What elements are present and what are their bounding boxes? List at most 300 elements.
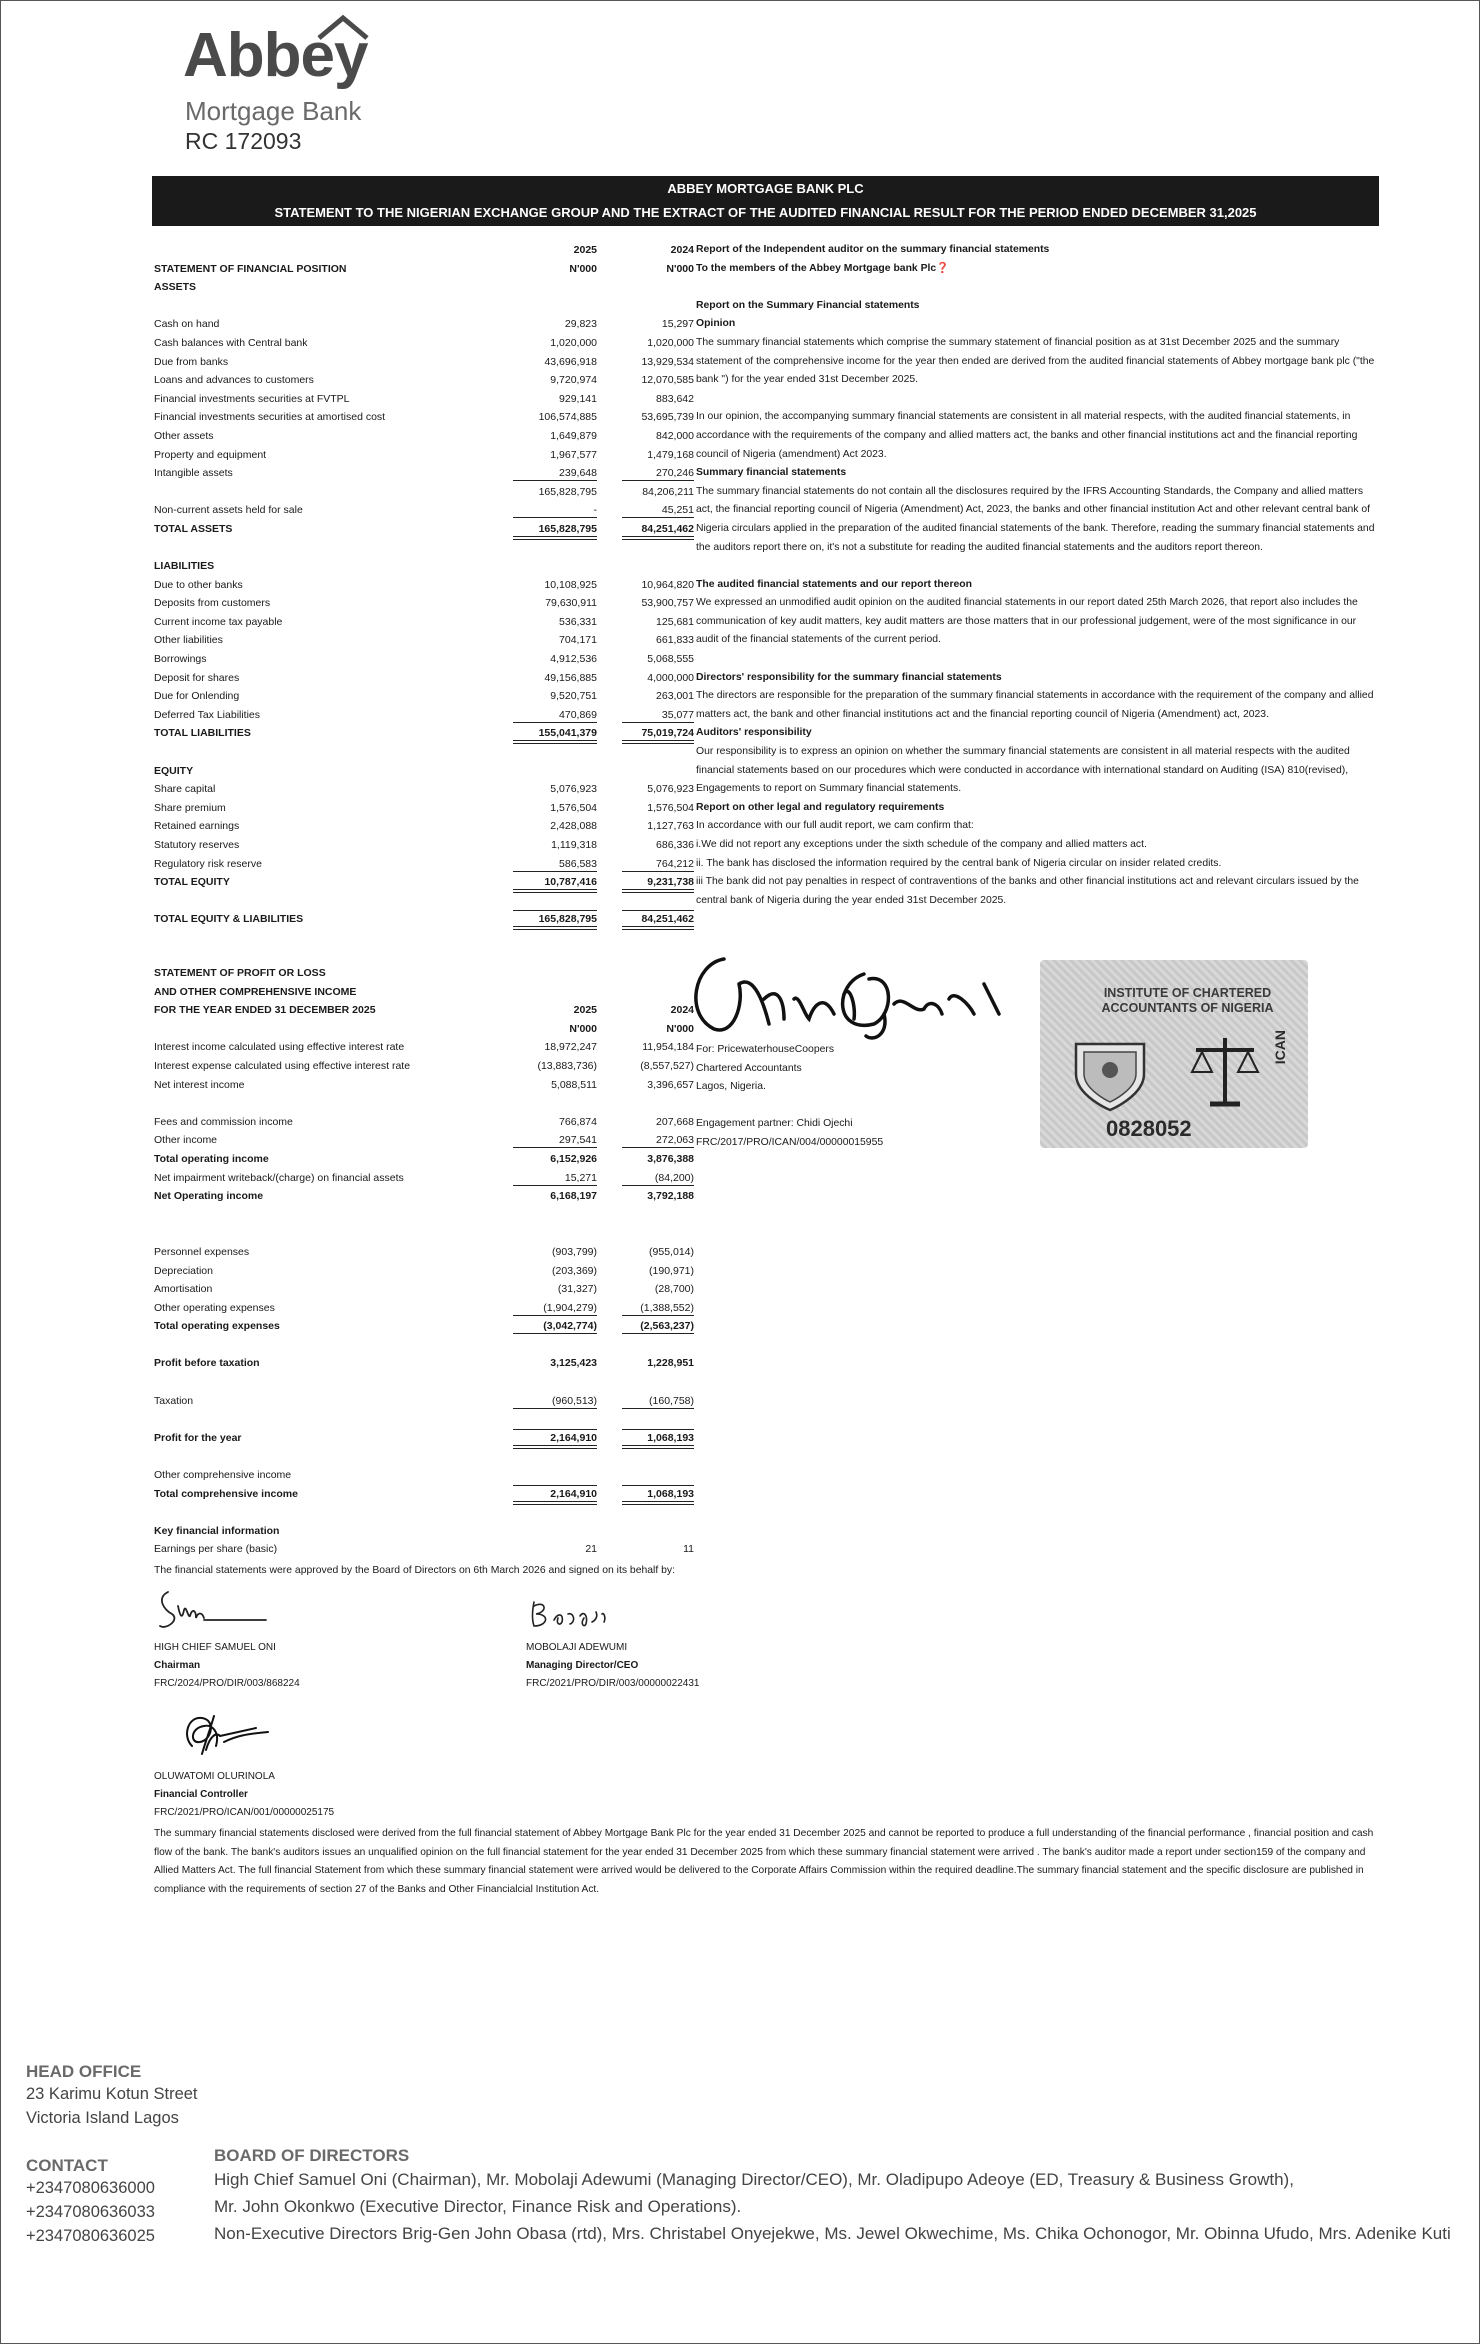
row-label: Deferred Tax Liabilities — [154, 708, 261, 721]
rule-line — [622, 517, 694, 518]
value-2024: N'000 — [666, 1022, 694, 1035]
auditor-firm-type: Chartered Accountants — [696, 1062, 802, 1074]
expense-row — [154, 1299, 694, 1318]
value-2024: 5,076,923 — [647, 783, 694, 796]
company-name: ABBEY MORTGAGE BANK PLC — [667, 181, 864, 196]
row-label: Key financial information — [154, 1524, 280, 1537]
value-2025: 536,331 — [559, 615, 597, 628]
value-2025: 5,076,923 — [550, 783, 597, 796]
spacer — [154, 1447, 694, 1466]
engagement-info — [696, 1115, 883, 1152]
rule-line — [622, 1147, 694, 1148]
income-row — [154, 1076, 694, 1095]
total-liabilities-row — [154, 724, 694, 743]
value-2024: 35,077 — [661, 708, 694, 721]
engagement-frc: FRC/2017/PRO/ICAN/004/00000015955 — [696, 1136, 884, 1148]
rc-number: RC 172093 — [185, 128, 302, 154]
head-office — [26, 2062, 198, 2130]
asset-row — [154, 408, 694, 427]
legal-item-iii: iii The bank did not pay penalties in respect of contraventions of the banks and other financial institutions act and relevant circulars issued by the central bank of Nigeria during the year ended 31st December 2025. — [696, 876, 1359, 906]
legal-item-i: i.We did not report any exceptions under the sixth schedule of the company and allied matters act. — [696, 839, 1147, 850]
row-label: Interest income calculated using effective interest rate — [154, 1041, 405, 1054]
spacer — [154, 1336, 694, 1355]
value-2025: N'000 — [569, 1022, 597, 1035]
pl-title-line-2 — [154, 983, 694, 1002]
auditor-for-line: For: PricewaterhouseCoopers — [696, 1044, 835, 1055]
crest-icon — [1070, 1040, 1150, 1112]
value-2025: 1,020,000 — [550, 336, 597, 349]
asset-row — [154, 334, 694, 353]
board-line-2: Mr. John Okonkwo (Executive Director, Finance Risk and Operations). — [214, 2197, 742, 2216]
spacer — [154, 892, 694, 911]
phone-3: +2347080636025 — [26, 2227, 155, 2245]
row-label: Net impairment writeback/(charge) on financial assets — [154, 1171, 404, 1184]
rule-line — [622, 1501, 694, 1505]
rule-line — [622, 1408, 694, 1409]
row-label: Due to other banks — [154, 578, 243, 591]
address-line-1: 23 Karimu Kotun Street — [26, 2085, 198, 2103]
row-label: Interest expense calculated using effective interest rate — [154, 1059, 411, 1072]
rule-line — [622, 1315, 694, 1316]
value-2025: N'000 — [569, 262, 597, 275]
value-2025: 15,271 — [564, 1171, 597, 1184]
row-label: Statutory reserves — [154, 839, 240, 851]
income-row — [154, 1057, 694, 1076]
spacer — [696, 278, 1376, 297]
contact-label: CONTACT — [26, 2156, 108, 2175]
rule-line — [622, 1445, 694, 1449]
income-row — [154, 1150, 694, 1169]
asset-row — [154, 427, 694, 446]
value-2025: 2025 — [573, 244, 597, 256]
income-row — [154, 1187, 694, 1206]
spacer — [154, 297, 694, 316]
value-2024: 207,668 — [656, 1115, 694, 1128]
value-2024: 12,070,585 — [641, 374, 694, 387]
legal-heading: Report on other legal and regulatory requirements — [696, 801, 945, 813]
fc-role: Financial Controller — [154, 1789, 248, 1800]
value-2025: 704,171 — [559, 634, 597, 647]
expense-row — [154, 1280, 694, 1299]
spacer — [154, 1206, 694, 1225]
value-2024: 1,228,951 — [647, 1357, 694, 1370]
total-equity-row — [154, 873, 694, 892]
value-2025: 43,696,918 — [544, 355, 597, 368]
asset-row — [154, 371, 694, 390]
rule-line — [622, 722, 694, 723]
value-2025: 2,164,910 — [550, 1431, 597, 1444]
value-2024: 5,068,555 — [647, 653, 694, 666]
value-2024: 661,833 — [656, 634, 694, 647]
value-2024: 883,642 — [656, 392, 694, 405]
value-2024: (28,700) — [654, 1283, 694, 1296]
rule-line — [622, 740, 694, 744]
value-2024: 10,964,820 — [641, 578, 694, 591]
chairman-block — [154, 1639, 300, 1693]
value-2025: 1,576,504 — [550, 801, 597, 814]
auditor-report — [696, 241, 1376, 910]
equity-row — [154, 836, 694, 855]
row-label: Other liabilities — [154, 634, 223, 647]
value-2024: 3,396,657 — [647, 1078, 694, 1091]
rule-line — [622, 480, 694, 481]
pl-title-line-1 — [154, 964, 694, 983]
value-2024: 1,068,193 — [647, 1487, 694, 1500]
engagement-partner: Engagement partner: Chidi Ojechi — [696, 1118, 853, 1129]
taxation-row — [154, 1392, 694, 1411]
value-2025: 297,541 — [559, 1134, 597, 1147]
rule-line — [622, 926, 694, 930]
fc-signature — [176, 1706, 276, 1762]
value-2025: 10,787,416 — [544, 876, 597, 889]
rule-line — [513, 740, 597, 744]
bank-logo — [183, 14, 423, 154]
row-label: TOTAL EQUITY & LIABILITIES — [154, 913, 304, 926]
value-2025: - — [593, 504, 597, 517]
contact — [26, 2156, 155, 2248]
rule-line — [622, 910, 694, 911]
spacer — [154, 1094, 694, 1113]
row-label: Non-current assets held for sale — [154, 504, 303, 517]
rule-line — [622, 536, 694, 540]
phone-1: +2347080636000 — [26, 2179, 155, 2197]
row-label: Taxation — [154, 1394, 194, 1407]
row-label: Loans and advances to customers — [154, 374, 314, 387]
report-subheading: Report on the Summary Financial statements — [696, 299, 920, 311]
auditor-info — [696, 1041, 834, 1097]
row-label: Borrowings — [154, 653, 207, 666]
rule-line — [622, 1485, 694, 1486]
chairman-role: Chairman — [154, 1660, 201, 1671]
year-header — [154, 241, 694, 260]
rule-line — [513, 1429, 597, 1430]
disclaimer: The summary financial statements disclosed were derived from the full financial statement of Abbey Mortgage Bank Plc for the year ended 31 December 2025 and cannot be reported to produce a full understanding of the financial performance , financial position and cash flow of the bank. The bank's auditors issues an unqualified opinion on the full financial statement for the year ended 31 December 2025 from which these summary financial statement were arrived . The bank's auditor made a report under section159 of the company and Allied Matters Act. The full financial Statement from which these summary financial statement were arrived would be delivered to the Corporate Affairs Commission within the required deadline.The summary financial statement and the specific disclosure are published in compliance with the requirements of section 27 of the Banks and Other Financialcial Institution Act. — [154, 1828, 1374, 1895]
row-label: Deposit for shares — [154, 671, 240, 684]
md-role: Managing Director/CEO — [526, 1660, 639, 1671]
report-addressee: To the members of the Abbey Mortgage bank Plc❓ — [696, 262, 950, 274]
stamp-title: INSTITUTE OF CHARTERED ACCOUNTANTS OF NIGERIA — [1101, 986, 1274, 1015]
profit-for-year-row — [154, 1429, 694, 1448]
liability-row — [154, 669, 694, 688]
row-label: Profit for the year — [154, 1431, 242, 1444]
rule-line — [622, 1429, 694, 1430]
value-2025: 2,164,910 — [550, 1487, 597, 1500]
liability-row — [154, 576, 694, 595]
value-2025: (31,327) — [557, 1283, 597, 1296]
value-2025: 106,574,885 — [538, 411, 597, 424]
value-2025: 10,108,925 — [544, 578, 597, 591]
rule-line — [513, 1485, 597, 1486]
value-2025: (3,042,774) — [543, 1320, 597, 1333]
value-2025: 4,912,536 — [550, 653, 597, 666]
md-frc: FRC/2021/PRO/DIR/003/00000022431 — [526, 1678, 700, 1689]
value-2024: 1,127,763 — [647, 820, 694, 833]
value-2024: 2024 — [670, 1004, 694, 1017]
value-2025: 5,088,511 — [551, 1078, 597, 1091]
report-heading: Report of the Independent auditor on the summary financial statements — [696, 244, 1050, 255]
value-2024: 842,000 — [656, 429, 694, 442]
spacer — [154, 743, 694, 762]
liability-row — [154, 706, 694, 725]
title-bar — [152, 176, 1379, 226]
value-2025: (13,883,736) — [537, 1059, 597, 1072]
rule-line — [513, 517, 597, 518]
oci-row — [154, 1466, 694, 1485]
value-2024: 11,954,184 — [642, 1041, 694, 1054]
value-2024: 15,297 — [661, 318, 694, 331]
expense-row — [154, 1262, 694, 1281]
row-label: Earnings per share (basic) — [154, 1543, 278, 1556]
pl-title-line-3 — [154, 1001, 694, 1020]
rule-line — [513, 1185, 597, 1186]
value-2024: 1,576,504 — [647, 801, 694, 814]
total-equity-liabilities-row — [154, 910, 694, 929]
value-2025: 165,828,795 — [538, 485, 597, 498]
value-2024: 272,063 — [656, 1134, 694, 1147]
liability-row — [154, 594, 694, 613]
liability-row — [154, 687, 694, 706]
summary-heading: Summary financial statements — [696, 467, 847, 479]
value-2025: (903,799) — [552, 1245, 597, 1258]
value-2025: 1,119,318 — [551, 839, 597, 851]
md-block — [526, 1639, 699, 1693]
liabilities-heading — [154, 557, 694, 576]
row-label: Other assets — [154, 429, 214, 442]
profit-before-tax-row — [154, 1354, 694, 1373]
row-label: Depreciation — [154, 1264, 213, 1277]
row-label: Due from banks — [154, 355, 229, 368]
asset-row — [154, 353, 694, 372]
value-2024: 84,206,211 — [642, 485, 694, 498]
row-label: Financial investments securities at amortised cost — [154, 411, 386, 424]
value-2025: 79,630,911 — [545, 597, 597, 610]
legal-item-ii: ii. The bank has disclosed the information required by the central bank of Nigeria circular on insider related credits. — [696, 857, 1222, 869]
spacer — [696, 390, 1376, 409]
value-2024: 1,020,000 — [647, 336, 694, 349]
value-2024: 3,792,188 — [647, 1190, 694, 1203]
expense-row — [154, 1317, 694, 1336]
row-label: Amortisation — [154, 1283, 213, 1296]
row-label: Financial investments securities at FVTPL — [154, 392, 350, 405]
rule-line — [513, 1408, 597, 1409]
row-label: Other comprehensive income — [154, 1469, 292, 1482]
directors-paragraph: The directors are responsible for the preparation of the summary financial statements in accordance with the requirement of the company and allied matters act, the bank and other financial institutions act and the financial reporting council of Nigeria (Amendment) act, 2023. — [696, 690, 1374, 720]
value-2025: 3,125,423 — [550, 1357, 597, 1370]
opinion-heading: Opinion — [696, 318, 736, 330]
summary-paragraph: The summary financial statements do not contain all the disclosures required by the IFRS Accounting Standards, the Company and allied matters act, the financial reporting council of Nigeria (Amendment) Act, 2023, the banks and other financial institution Act and other relevant central bank of Nigeria circulars applied in the preparation of the audited financial statements of the bank. Therefore, reading the summary financial statements and the auditors report there on, it's not a substitute for reading the audited financial statements and the auditors report thereon. — [696, 485, 1375, 553]
value-2024: 3,876,388 — [647, 1152, 694, 1165]
md-name: MOBOLAJI ADEWUMI — [526, 1642, 628, 1653]
assets-subtotal-row — [154, 483, 694, 502]
chairman-signature — [156, 1586, 276, 1636]
value-2024: (190,971) — [649, 1264, 694, 1277]
value-2025: 21 — [585, 1543, 597, 1556]
scales-icon — [1190, 1030, 1260, 1110]
value-2025: 239,648 — [559, 467, 597, 480]
value-2024: 84,251,462 — [641, 522, 694, 535]
total-assets-row — [154, 520, 694, 539]
statement-of-financial-position — [154, 241, 694, 929]
rule-line — [513, 722, 597, 723]
income-row — [154, 1113, 694, 1132]
rule-line — [513, 926, 597, 930]
row-label: ASSETS — [154, 281, 197, 294]
liability-row — [154, 631, 694, 650]
income-row — [154, 1169, 694, 1188]
value-2024: 1,479,168 — [647, 448, 694, 461]
asset-row — [154, 464, 694, 483]
value-2024: 11 — [683, 1543, 694, 1556]
rule-line — [513, 871, 597, 872]
row-label: AND OTHER COMPREHENSIVE INCOME — [154, 985, 357, 998]
spacer — [696, 650, 1376, 669]
row-label: LIABILITIES — [154, 560, 215, 573]
value-2024: N'000 — [666, 262, 694, 275]
value-2024: (955,014) — [649, 1245, 694, 1258]
expense-row — [154, 1243, 694, 1262]
row-label: Share premium — [154, 801, 226, 814]
rule-line — [622, 871, 694, 872]
statement-title: STATEMENT TO THE NIGERIAN EXCHANGE GROUP AND THE EXTRACT OF THE AUDITED FINANCIAL RESULT FOR THE PERIOD ENDED DECEMBER 31,2025 — [274, 205, 1257, 220]
rule-line — [513, 1445, 597, 1449]
rule-line — [622, 889, 694, 893]
row-label: Net interest income — [154, 1078, 245, 1091]
liability-row — [154, 613, 694, 632]
stamp-side-text: ICAN — [1272, 1030, 1288, 1065]
row-label: Regulatory risk reserve — [154, 857, 262, 870]
value-2024: 13,929,534 — [641, 355, 694, 368]
spacer — [154, 1373, 694, 1392]
row-label: Fees and commission income — [154, 1115, 293, 1128]
value-2024: 125,681 — [656, 615, 694, 628]
assets-heading — [154, 278, 694, 297]
value-2025: 49,156,885 — [544, 671, 597, 684]
value-2024: (160,758) — [649, 1394, 694, 1407]
row-label: TOTAL EQUITY — [154, 876, 230, 889]
rule-line — [513, 1333, 597, 1334]
value-2024: 9,231,738 — [647, 876, 694, 889]
value-2024: (84,200) — [654, 1171, 694, 1184]
value-2024: (8,557,527) — [640, 1059, 694, 1072]
rule-line — [513, 1147, 597, 1148]
auditor-signature — [684, 944, 1014, 1044]
value-2024: 270,246 — [656, 467, 694, 480]
auditors-heading: Auditors' responsibility — [696, 727, 812, 739]
asset-row — [154, 390, 694, 409]
auditors-paragraph: Our responsibility is to express an opinion on whether the summary financial statements are consistent in all material respects with the audited financial statements based on our procedures which were conducted in accordance with international standard on Auditing (ISA) 810(revised), Engagements to report on Summary financial statements. — [696, 746, 1350, 795]
rule-line — [513, 1315, 597, 1316]
auditor-city: Lagos, Nigeria. — [696, 1081, 766, 1093]
value-2024: 75,019,724 — [641, 727, 694, 740]
value-2025: (203,369) — [552, 1264, 597, 1277]
asset-row — [154, 315, 694, 334]
statement-of-profit-or-loss — [154, 964, 694, 1559]
row-label: STATEMENT OF PROFIT OR LOSS — [154, 967, 326, 979]
row-label: Personnel expenses — [154, 1245, 250, 1258]
legal-paragraph: In accordance with our full audit report, we cam confirm that: — [696, 820, 974, 832]
row-label: Net Operating income — [154, 1190, 264, 1203]
income-row — [154, 1038, 694, 1057]
value-2024: (1,388,552) — [640, 1301, 694, 1314]
value-2025: 586,583 — [559, 857, 597, 870]
row-label: Deposits from customers — [154, 597, 271, 610]
fc-name: OLUWATOMI OLURINOLA — [154, 1771, 275, 1782]
section-title — [154, 260, 694, 279]
equity-row — [154, 817, 694, 836]
equity-row — [154, 855, 694, 874]
row-label: Share capital — [154, 783, 216, 796]
audited-paragraph: We expressed an unmodified audit opinion on the audited financial statements in our report dated 25th March 2026, that report also includes the communication of key audit matters, key audit matters are those matters that in our professional judgement, were of the most significance in our audit of the financial statements of the current period. — [696, 597, 1358, 646]
row-label: Profit before taxation — [154, 1357, 260, 1370]
stamp-number: 0828052 — [1106, 1116, 1192, 1141]
value-2025: 165,828,795 — [538, 913, 597, 926]
spacer — [154, 1224, 694, 1243]
value-2025: (1,904,279) — [543, 1301, 597, 1314]
unit-header — [154, 1020, 694, 1039]
rule-line — [513, 910, 597, 911]
row-label: Current income tax payable — [154, 615, 283, 628]
value-2025: 2,428,088 — [550, 820, 597, 833]
value-2024: 263,001 — [656, 690, 694, 703]
row-label: Other income — [154, 1134, 218, 1147]
row-label: Total operating expenses — [154, 1320, 280, 1333]
equity-row — [154, 780, 694, 799]
opinion-paragraph-1: The summary financial statements which comprise the summary statement of financial position as at 31st December 2025 and the summary statement of the comprehensive income for the year then ended are derived from the audited financial statements of Abbey mortgage bank plc ("the bank ") for the year ended 31st December 2025. — [696, 336, 1375, 386]
logo-name: Abbey — [183, 21, 368, 90]
row-label: Retained earnings — [154, 820, 240, 833]
rule-line — [622, 1185, 694, 1186]
value-2025: 929,141 — [559, 392, 597, 405]
spacer — [154, 539, 694, 558]
value-2025: (960,513) — [552, 1394, 597, 1407]
phone-2: +2347080636033 — [26, 2203, 155, 2221]
row-label: Cash balances with Central bank — [154, 336, 308, 349]
board-of-directors — [214, 2146, 1454, 2247]
held-for-sale-row — [154, 501, 694, 520]
chairman-frc: FRC/2024/PRO/DIR/003/868224 — [154, 1678, 300, 1689]
eps-row — [154, 1540, 694, 1559]
board-label: BOARD OF DIRECTORS — [214, 2146, 410, 2165]
equity-heading — [154, 762, 694, 781]
value-2024: 53,695,739 — [641, 411, 694, 424]
equity-row — [154, 799, 694, 818]
audited-heading: The audited financial statements and our report thereon — [696, 578, 972, 590]
spacer — [696, 557, 1376, 576]
opinion-paragraph-2: In our opinion, the accompanying summary financial statements are consistent in all material respects, with the audited financial statements, in accordance with the requirements of the company and allied matters act, the banks and other financial institutions act and the financial reporting council of Nigeria (amendment) Act 2023. — [696, 411, 1358, 460]
head-office-label: HEAD OFFICE — [26, 2062, 142, 2081]
chairman-name: HIGH CHIEF SAMUEL ONI — [154, 1642, 276, 1653]
value-2025: 1,649,879 — [550, 429, 597, 442]
directors-heading: Directors' responsibility for the summary financial statements — [696, 671, 1002, 683]
fc-block — [154, 1768, 334, 1822]
value-2025: 470,869 — [559, 708, 597, 721]
value-2025: 9,720,974 — [550, 374, 597, 387]
board-line-3: Non-Executive Directors Brig-Gen John Obasa (rtd), Mrs. Christabel Onyejekwe, Ms. Jewel Okwechime, Ms. Chika Ochonogor, Mr. Obinna Ufudo, Mrs. Adenike Kuti — [214, 2224, 1451, 2243]
row-label: Intangible assets — [154, 467, 233, 480]
row-label: EQUITY — [154, 764, 194, 777]
value-2024: (2,563,237) — [640, 1320, 694, 1333]
row-label: Total operating income — [154, 1152, 269, 1165]
value-2024: 764,212 — [656, 857, 694, 870]
liability-row — [154, 650, 694, 669]
row-label: Other operating expenses — [154, 1301, 275, 1314]
total-comprehensive-income-row — [154, 1485, 694, 1504]
value-2024: 686,336 — [656, 839, 694, 851]
value-2024: 4,000,000 — [647, 671, 694, 684]
row-label: TOTAL LIABILITIES — [154, 727, 251, 740]
board-line-1: High Chief Samuel Oni (Chairman), Mr. Mobolaji Adewumi (Managing Director/CEO), Mr. Oladipupo Adeoye (ED, Treasury & Business Growth), — [214, 2170, 1294, 2189]
value-2025: 6,168,197 — [550, 1190, 597, 1203]
